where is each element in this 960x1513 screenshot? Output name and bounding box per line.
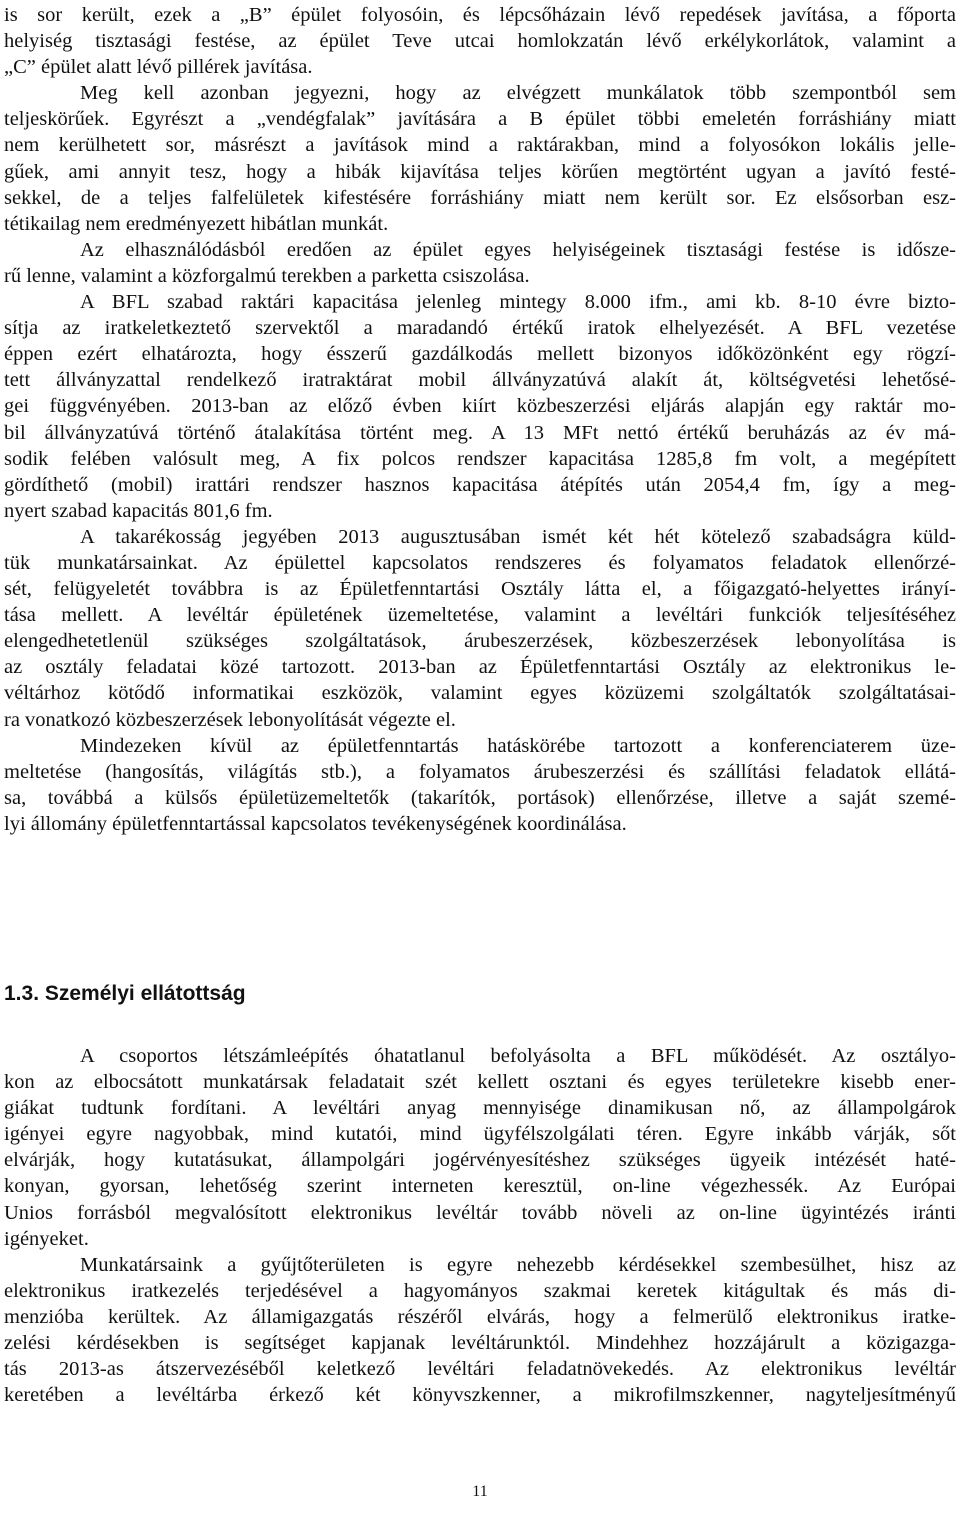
text-line: Munkatársaink a gyűjtőterületen is egyre nehezebb kérdésekkel szembesülhet, hisz az — [80, 1253, 956, 1276]
text-line: gei függvényében. 2013-ban az előző évben kiírt közbeszerzési eljárás alapján egy raktár mo- — [4, 395, 956, 418]
text-line: keretében a levéltárba érkező két könyvszkenner, a mikrofilmszkenner, nagyteljesítményű — [4, 1384, 956, 1407]
text-line: sítja az iratkeletkeztető szervektől a maradandó értékű iratok elhelyezését. A BFL vezetése — [4, 317, 956, 340]
text-line: sa, továbbá a külsős épületüzemeltetők (takarítók, portások) ellenőrzése, illetve a saját szemé- — [4, 786, 956, 809]
text-line: lyi állomány épületfenntartással kapcsolatos tevékenységének koordinálása. — [4, 812, 627, 835]
text-line: is sor került, ezek a „B” épület folyosóin, és lépcsőházain lévő repedések javítása, a főporta — [4, 4, 956, 26]
text-line: giákat tudtunk fordítani. A levéltári anyag mennyisége dinamikusan nő, az állampolgárok — [4, 1097, 956, 1120]
text-line: „C” épület alatt lévő pillérek javítása. — [4, 56, 313, 79]
text-line: sodik felében valósult meg, A fix polcos rendszer kapacitása 1285,8 fm volt, a megépített — [4, 447, 956, 470]
text-line: sét, felügyeletét továbbra is az Épületfenntartási Osztály látta el, a főigazgató-helyettes irányí- — [4, 578, 956, 601]
text-line: Mindezeken kívül az épületfenntartás hatáskörébe tartozott a konferenciaterem üze- — [80, 734, 956, 757]
text-line: konyan, gyorsan, lehetőség szerint interneten keresztül, on-line végezhessék. Az Európai — [4, 1175, 956, 1198]
text-line: elektronikus iratkezelés terjedésével a hagyományos szakmai keretek kitágultak és más di- — [4, 1279, 956, 1302]
text-line: helyiség tisztasági festése, az épület Teve utcai homlokzatán lévő erkélykorlátok, valamint a — [4, 30, 956, 53]
text-line: sekkel, de a teljes falfelületek kifestésére forráshiány miatt nem került sor. Ez elsősorban esz- — [4, 186, 956, 209]
text-line: menzióba kerültek. Az államigazgatás részéről elvárás, hogy a felmerülő elektronikus iratke- — [4, 1305, 956, 1328]
text-line: gűek, ami annyit tesz, hogy a hibák kijavítása teljes körűen megtörtént ugyan a javító festé- — [4, 160, 956, 183]
text-line: tük munkatársainkat. Az épülettel kapcsolatos rendszeres és folyamatos feladatok ellenőrzé- — [4, 551, 956, 574]
text-line: A BFL szabad raktári kapacitása jelenleg mintegy 8.000 ifm., ami kb. 8-10 évre bizto- — [80, 291, 956, 314]
text-line: elengedhetetlenül szükséges szolgáltatások, árubeszerzések, közbeszerzések lebonyolítása is — [4, 630, 956, 653]
page-number: 11 — [472, 1483, 488, 1500]
section-heading: 1.3. Személyi ellátottság — [4, 982, 246, 1005]
text-line: Unios forrásból megvalósított elektronikus levéltár tovább növeli az on-line ügyintézés iránti — [4, 1201, 956, 1224]
text-line: A csoportos létszámleépítés óhatatlanul befolyásolta a BFL működését. Az osztályo- — [80, 1045, 956, 1067]
text-line: az osztály feladatai közé tartozott. 2013-ban az Épületfenntartási Osztály az elektronikus le- — [4, 656, 956, 679]
text-line: tása mellett. A levéltár épületének üzemeltetése, valamint a levéltári funkciók teljesítéséhez — [4, 604, 956, 627]
text-line: ra vonatkozó közbeszerzések lebonyolítását végezte el. — [4, 708, 456, 731]
text-line: bil állványzatúvá történő átalakítása történt meg. A 13 MFt nettó értékű beruházás az év má- — [4, 421, 956, 444]
text-line: meltetése (hangosítás, világítás stb.), a folyamatos árubeszerzési és szállítási feladatok ellátá- — [4, 760, 956, 783]
text-line: véltárhoz kötődő informatikai eszközök, valamint egyes közüzemi szolgáltatók szolgáltatásai- — [4, 682, 956, 705]
text-line: igényeket. — [4, 1227, 89, 1250]
text-line: tétikailag nem eredményezett hibátlan munkát. — [4, 212, 389, 235]
text-line: rű lenne, valamint a közforgalmú terekben a parketta csiszolása. — [4, 264, 530, 287]
text-line: A takarékosság jegyében 2013 augusztusában ismét két hét kötelező szabadságra küld- — [80, 525, 956, 548]
text-line: kon az elbocsátott munkatársak feladatait szét kellett osztani és egyes területekre kisebb ener- — [4, 1071, 956, 1094]
text-line: Az elhasználódásból eredően az épület egyes helyiségeinek tisztasági festése is időszе- — [80, 238, 956, 261]
text-line: nyert szabad kapacitás 801,6 fm. — [4, 499, 273, 522]
text-line: teljeskörűek. Egyrészt a „vendégfalak” javítására a B épület többi emeletén forráshiány miatt — [4, 108, 956, 131]
text-line: nem kerülhetett sor, másrészt a javítások mind a raktárakban, mind a folyosókon lokális jelle- — [4, 134, 956, 157]
text-line: éppen ezért elhatározta, hogy ésszerű gazdálkodás mellett bizonyos időközönként egy rögzí- — [4, 343, 956, 366]
text-line: Meg kell azonban jegyezni, hogy az elvégzett munkálatok több szempontból sem — [80, 82, 956, 105]
text-line: elvárják, hogy kutatásukat, állampolgári jogérvényesítéshez szükséges ügyeik intézését haté- — [4, 1149, 956, 1172]
text-line: gördíthető (mobil) irattári rendszer hasznos kapacitása átépítés után 2054,4 fm, így a meg- — [4, 473, 956, 496]
text-block-building-maintenance — [4, 2, 956, 837]
text-line: igényei egyre nagyobbak, mind kutatói, mind ügyfélszolgálati téren. Egyre inkább várják, sőt — [4, 1123, 956, 1146]
text-block-staffing — [4, 1043, 956, 1408]
text-line: zelési kérdésekben is segítséget kapjanak levéltárunktól. Mindehhez hozzájárult a közigazga- — [4, 1332, 956, 1355]
text-line: tett állványzattal rendelkező iratraktárat mobil állványzatúvá alakít át, költségvetési lehetősé- — [4, 369, 956, 392]
text-line: tás 2013-as átszervezéséből keletkező levéltári feladatnövekedés. Az elektronikus levéltár — [4, 1358, 956, 1381]
